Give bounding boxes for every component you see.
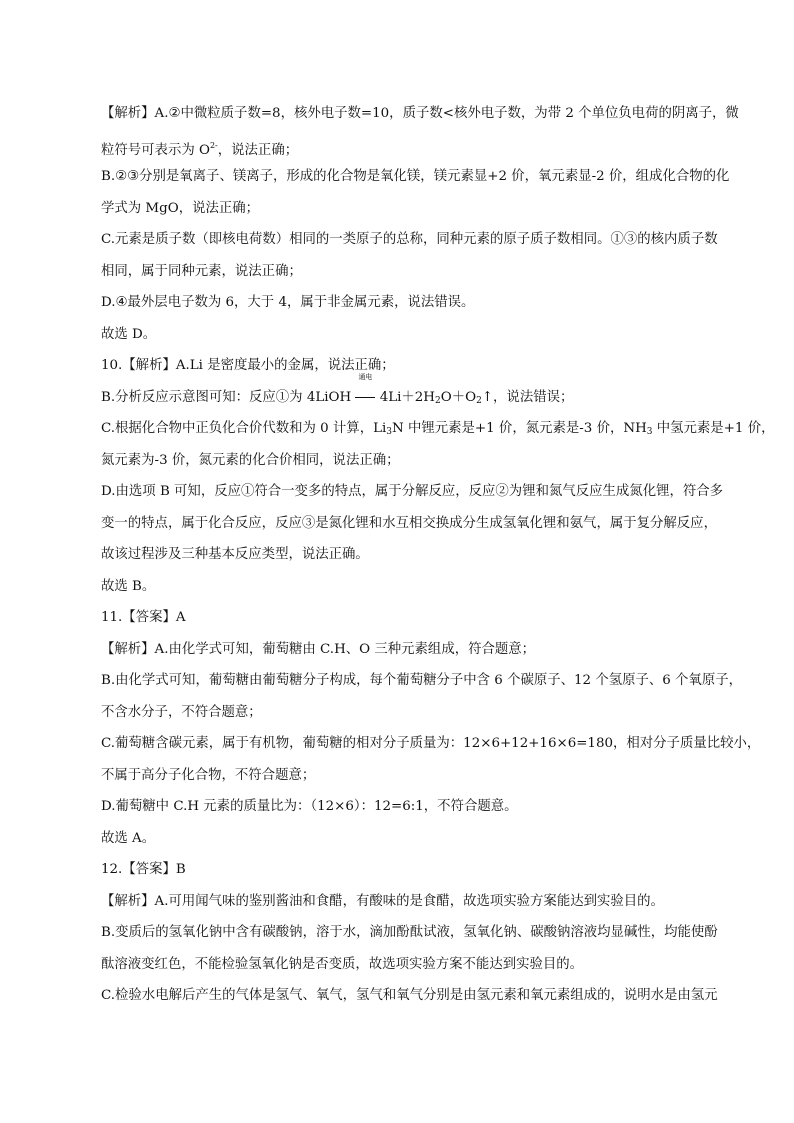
q12-analysis-line: B.变质后的氢氧化钠中含有碳酸钠，溶于水，滴加酚酞试液，氢氧化钠、碳酸钠溶液均显碱性，均能使酚 [101, 925, 718, 940]
reaction-condition [355, 372, 375, 414]
q9-analysis-line [101, 130, 723, 162]
q10-conclusion: 故选 B。 [101, 578, 156, 594]
subscript: 2 [476, 395, 482, 406]
text: ，说法正确； [217, 142, 299, 158]
q11-analysis-line: 不属于高分子化合物，不符合题意； [101, 767, 316, 783]
ion-charge: 2- [209, 140, 218, 150]
q12-analysis-line: 酞溶液变红色，不能检验氢氧化钠是否变质，故选项实验方案不能达到实验目的。 [101, 956, 584, 972]
subscript: 2 [434, 395, 441, 406]
q10-analysis-line: 氮元素为-3 价，氮元素的化合价相同，说法正确； [101, 452, 400, 468]
text: 中氢元素是+1 价， [652, 421, 775, 436]
q9-analysis-line: D.④最外层电子数为 6，大于 4，属于非金属元素，说法错误。 [101, 295, 475, 310]
text: 粒符号可表示为 O [101, 142, 210, 158]
subscript: 3 [646, 427, 653, 437]
q10-analysis-line: 变一的特点，属于化合反应，反应③是氮化锂和水互相交换成分生成氢氧化锂和氨气，属于复分解反应， [101, 515, 717, 531]
text: C.根据化合物中正负化合价代数和为 0 计算，Li [101, 421, 387, 436]
q9-analysis-line: 相同，属于同种元素，说法正确； [101, 263, 302, 279]
q11-analysis-line: 【解析】A.由化学式可知，葡萄糖由 C.H、O 三种元素组成，符合题意； [101, 641, 536, 657]
q9-analysis-line: B.②③分别是氧离子、镁离子，形成的化合物是氧化镁，镁元素显+2 价，氧元素显-2 价，组成化合物的化 [101, 169, 730, 184]
subscript: 3 [386, 427, 392, 437]
q11-conclusion: 故选 A。 [101, 830, 156, 846]
q12-analysis-line: 【解析】A.可用闻气味的鉴别酱油和食醋，有酸味的是食醋，故选项实验方案能达到实验目的。 [101, 893, 664, 909]
q10-analysis-line [101, 372, 723, 414]
q11-analysis-line: 不含水分子，不符合题意； [101, 704, 262, 720]
answer-explanations [101, 98, 775, 1012]
q9-analysis-line: 学式为 MgO，说法正确； [101, 200, 260, 216]
condition-label: 通电 [358, 372, 373, 381]
q10-analysis-line: D.由选项 B 可知，反应①符合一变多的特点，属于分解反应，反应②为锂和氮气反应生成氮化锂，符合多 [101, 484, 724, 499]
q9-analysis-line: 【解析】A.②中微粒质子数=8，核外电子数=10，质子数<核外电子数，为带 2 个单位负电荷的阴离子，微 [101, 106, 739, 121]
q10-analysis-line [101, 413, 775, 445]
q10-analysis-line: 故该过程涉及三种基本反应类型，说法正确。 [101, 547, 369, 562]
q11-analysis-line: D.葡萄糖中 C.H 元素的质量比为：（12×6）：12=6:1，不符合题意。 [101, 799, 518, 814]
q10-analysis-line: 10.【解析】A.Li 是密度最小的金属，说法正确； [101, 358, 395, 373]
q11-analysis-line: C.葡萄糖含碳元素，属于有机物，葡萄糖的相对分子质量为：12×6+12+16×6=180，相对分子质量比较小， [101, 736, 761, 751]
q9-conclusion: 故选 D。 [101, 326, 157, 342]
text: O＋O [440, 389, 477, 405]
q12-analysis-line: C.检验水电解后产生的气体是氢气、氧气，氢气和氧气分别是由氢元素和氧元素组成的，说明水是由氢元 [101, 988, 718, 1003]
q11-analysis-line: B.由化学式可知，葡萄糖由葡萄糖分子构成，每个葡萄糖分子中含 6 个碳原子、12 个氢原子、6 个氧原子， [101, 673, 742, 688]
text: 4Li＋2H [375, 389, 435, 405]
q9-analysis-line: C.元素是质子数（即核电荷数）相同的一类原子的总称，同种元素的原子质子数相同。①③的核内质子数 [101, 232, 718, 247]
text: ↑，说法错误； [481, 389, 574, 405]
q11-answer: 11.【答案】A [101, 610, 186, 625]
text: B.分析反应示意图可知：反应①为 4LiOH [101, 389, 356, 405]
text: N 中锂元素是+1 价，氮元素是-3 价，NH [392, 421, 647, 436]
q12-answer: 12.【答案】B [101, 862, 186, 877]
equation-bar [355, 397, 375, 398]
